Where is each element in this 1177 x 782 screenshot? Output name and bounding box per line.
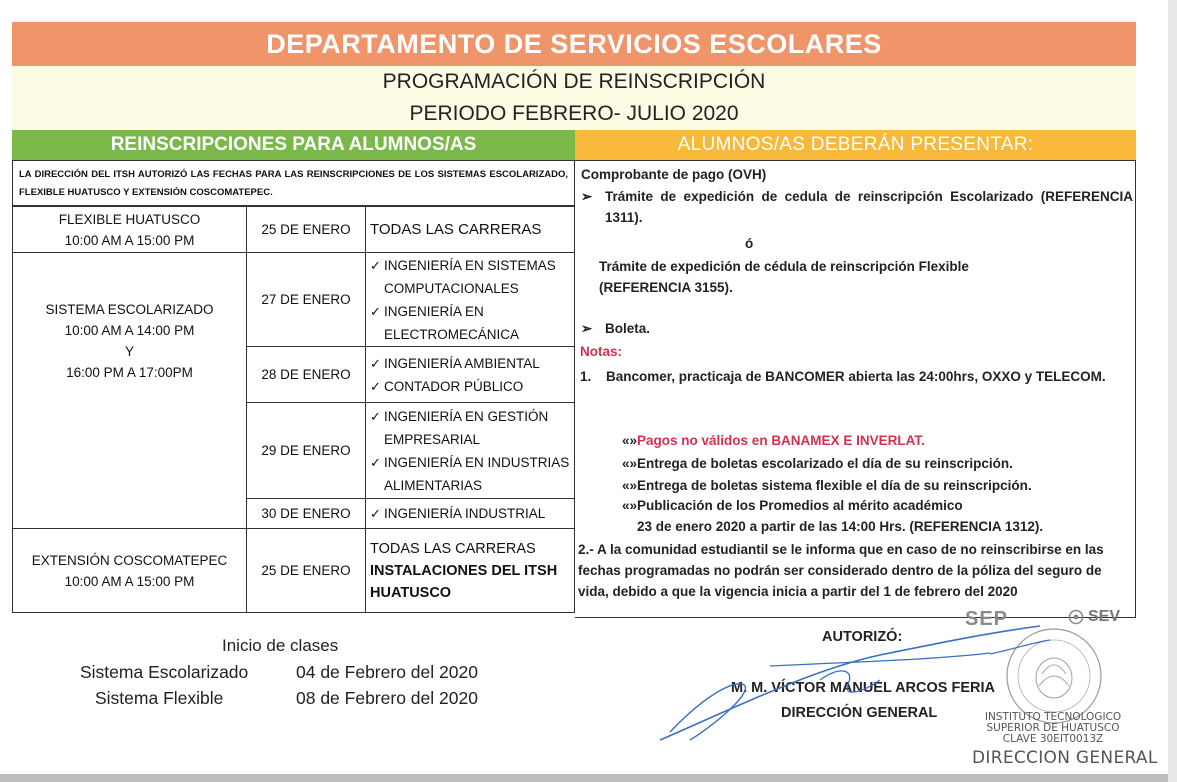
guillemet-icon: «»	[622, 478, 638, 493]
system-hours: 10:00 AM A 15:00 PM	[64, 573, 195, 589]
system-cell	[13, 207, 247, 253]
conjunction: Y	[124, 343, 134, 359]
payment-proof: Comprobante de pago (OVH)	[581, 167, 767, 182]
scan-edge	[1168, 0, 1177, 782]
note-sub-item-date: 23 de enero 2020 a partir de las 14:00 Hrs. (REFERENCIA 1312).	[637, 519, 1044, 534]
careers-all: TODAS LAS CARRERAS	[370, 540, 536, 557]
career-item: ✓ INGENIERÍA INDUSTRIAL	[370, 502, 570, 525]
institution-stamp: INSTITUTO TECNOLOGICO SUPERIOR DE HUATUSCO CLAVE 30EIT0013Z	[984, 711, 1122, 745]
signer-name: M. M. VÍCTOR MANUEL ARCOS FERIA	[731, 680, 995, 696]
check-icon: ✓	[370, 355, 381, 371]
system-hours: 10:00 AM A 15:00 PM	[64, 232, 195, 248]
or-text: ó	[745, 236, 754, 251]
check-icon: ✓	[370, 257, 381, 273]
stamp-direction: DIRECCION GENERAL	[972, 748, 1158, 768]
date-cell: 30 DE ENERO	[247, 499, 366, 529]
table-row	[13, 529, 575, 613]
system-cell	[13, 253, 247, 529]
note-sub-item: «»Entrega de boletas escolarizado el día de su reinscripción.	[622, 456, 1013, 471]
start-label: Sistema Escolarizado	[80, 662, 249, 682]
system-hours: 10:00 AM A 14:00 PM	[64, 322, 195, 338]
career-item: ✓ INGENIERÍA EN INDUSTRIAS ALIMENTARIAS	[370, 451, 570, 497]
check-icon: ✓	[370, 454, 381, 470]
guillemet-icon: «»	[622, 498, 638, 513]
start-date: 04 de Febrero del 2020	[296, 662, 478, 682]
requirement-item: ➢ Trámite de expedición de cedula de reinscripción Escolarizado (REFERENCIA 1311).	[581, 186, 1133, 228]
table-row	[13, 253, 575, 347]
date-cell: 27 DE ENERO	[247, 253, 366, 347]
careers-cell	[366, 499, 575, 529]
system-hours: 16:00 PM A 17:00PM	[66, 364, 193, 380]
authorized-label: AUTORIZÓ:	[822, 629, 903, 645]
note-item: 1. Bancomer, practicaja de BANCOMER abierta las 24:00hrs, OXXO y TELECOM.	[580, 369, 1106, 384]
table-row	[13, 207, 575, 253]
note-sub-item: «»Entrega de boletas sistema flexible el día de su reinscripción.	[622, 478, 1032, 493]
note-sub-item: «»Publicación de los Promedios al mérito académico	[622, 498, 963, 513]
arrow-bullet-icon: ➢	[581, 321, 593, 336]
career-item: ✓ INGENIERÍA EN GESTIÓN EMPRESARIAL	[370, 405, 570, 451]
intro-text: LA DIRECCIÓN DEL ITSH AUTORIZÓ LAS FECHAS PARA LAS REINSCRIPCIONES DE LOS SISTEMAS ESCOLARIZADO, FLEXIBLE HUATUSCO Y EXTENSIÓN COSCOMATEPEC.	[12, 160, 575, 206]
career-item: ✓ INGENIERÍA EN ELECTROMECÁNICA	[370, 300, 570, 346]
check-icon: ✓	[370, 506, 381, 521]
check-icon: ✓	[370, 378, 381, 394]
check-icon: ✓	[370, 408, 381, 424]
signer-role: DIRECCIÓN GENERAL	[781, 705, 938, 721]
career-item: ✓ CONTADOR PÚBLICO	[370, 375, 570, 398]
department-title: DEPARTAMENTO DE SERVICIOS ESCOLARES	[12, 22, 1136, 66]
sev-logo: SEV	[1068, 608, 1120, 626]
system-name: SISTEMA ESCOLARIZADO	[45, 301, 214, 317]
guillemet-icon: «»	[622, 433, 638, 448]
note-sub-item: «»Pagos no válidos en BANAMEX E INVERLAT.	[622, 433, 925, 448]
scan-border	[0, 774, 1177, 782]
date-cell: 25 DE ENERO	[247, 529, 366, 613]
sep-logo: SEP	[965, 608, 1009, 630]
careers-cell	[366, 403, 575, 499]
careers-location: INSTALACIONES DEL ITSH HUATUSCO	[370, 562, 558, 601]
career-item: ✓ INGENIERÍA EN SISTEMAS COMPUTACIONALES	[370, 254, 570, 300]
careers-cell	[366, 529, 575, 613]
date-cell: 28 DE ENERO	[247, 347, 366, 403]
date-cell: 29 DE ENERO	[247, 403, 366, 499]
program-title: PROGRAMACIÓN DE REINSCRIPCIÓN	[12, 66, 1136, 98]
classes-start-title: Inicio de clases	[222, 636, 339, 655]
start-label: Sistema Flexible	[95, 688, 224, 708]
notes-heading: Notas:	[580, 344, 623, 359]
careers-cell	[366, 347, 575, 403]
system-name: FLEXIBLE HUATUSCO	[58, 211, 201, 227]
schedule-table	[12, 206, 575, 613]
right-section-heading: ALUMNOS/AS DEBERÁN PRESENTAR:	[575, 130, 1136, 160]
arrow-bullet-icon: ➢	[581, 189, 593, 204]
requirement-item: ➢ Boleta.	[581, 318, 650, 339]
left-section-heading: REINSCRIPCIONES PARA ALUMNOS/AS	[12, 130, 575, 160]
check-icon: ✓	[370, 303, 381, 319]
requirement-item: Trámite de expedición de cédula de reinscripción Flexible (REFERENCIA 3155).	[599, 259, 969, 295]
guillemet-icon: «»	[622, 456, 638, 471]
careers-cell: TODAS LAS CARRERAS	[366, 207, 575, 253]
system-name: EXTENSIÓN COSCOMATEPEC	[31, 552, 228, 568]
period-title: PERIODO FEBRERO- JULIO 2020	[12, 98, 1136, 130]
career-item: ✓ INGENIERÍA AMBIENTAL	[370, 352, 570, 375]
date-cell: 25 DE ENERO	[247, 207, 366, 253]
start-date: 08 de Febrero del 2020	[296, 688, 478, 708]
careers-cell	[366, 253, 575, 347]
note-2: 2.- A la comunidad estudiantil se le informa que en caso de no reinscribirse en las fechas programadas no podrán ser considerado dentro de la póliza del seguro de vida, debido a que la vigencia inicia a partir del 1 de febrero del 2020	[578, 542, 1104, 599]
system-cell	[13, 529, 247, 613]
